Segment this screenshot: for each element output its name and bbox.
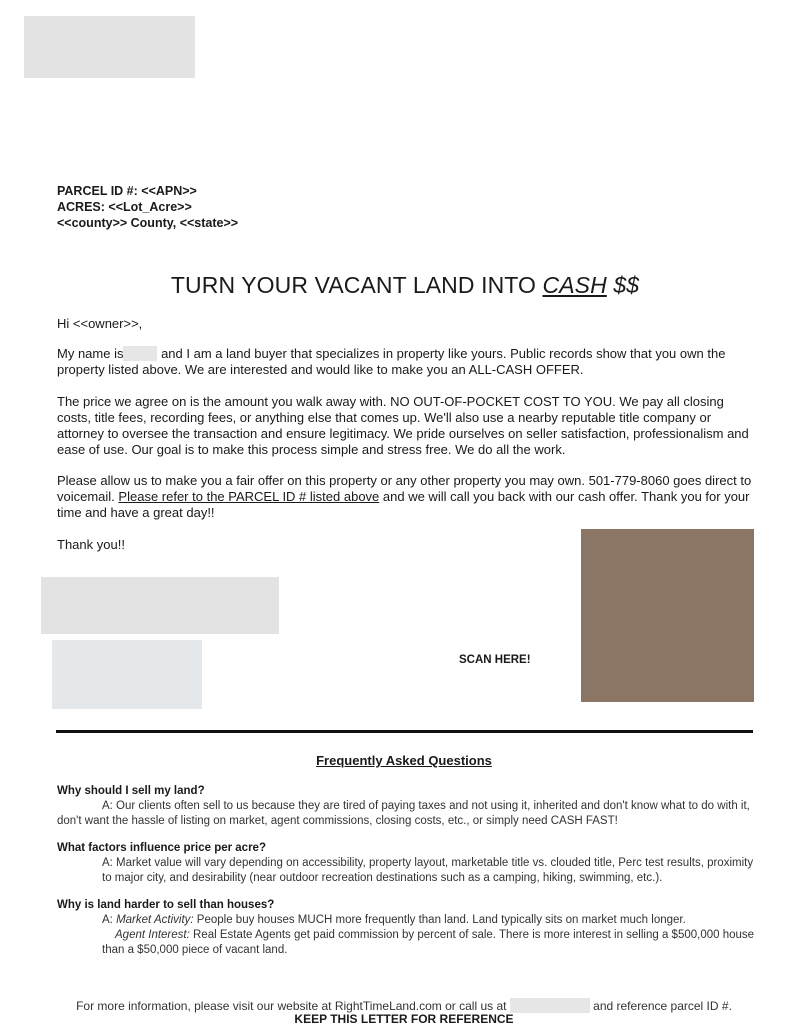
intro-lead: My name is (57, 346, 124, 361)
footer-keep-note: KEEP THIS LETTER FOR REFERENCE (294, 1012, 514, 1026)
page-title (0, 272, 800, 299)
faq-item (57, 898, 757, 958)
faq-answer: A: Market Activity: People buy houses MUCH more frequently than land. Land typically sits on market much longer. (102, 914, 686, 926)
answer-label-market: Market Activity: (116, 914, 194, 926)
faq-title: Frequently Asked Questions (316, 753, 492, 768)
parcel-reference-note: Please refer to the PARCEL ID # listed above (118, 489, 380, 504)
redacted-signature (41, 577, 279, 634)
scan-label: SCAN HERE! (459, 654, 531, 666)
parcel-info (57, 183, 238, 231)
faq-question: What factors influence price per acre? (57, 842, 266, 854)
closing: Thank you!! (57, 537, 125, 552)
title-dollars: $$ (606, 272, 640, 298)
divider (56, 730, 753, 733)
greeting: Hi <<owner>>, (57, 316, 143, 331)
faq-answer-2: Agent Interest: Real Estate Agents get paid commission by percent of sale. There is more interest in selling a $500,000 house than a $50,000 piece of vacant land. (102, 929, 755, 956)
paragraph-intro (57, 346, 757, 378)
footer-tail: and reference parcel ID #. (593, 999, 732, 1013)
offer-tail: and we will call you back with our cash offer. Thank you for your time and have a great day!! (57, 489, 750, 520)
faq-item (57, 841, 757, 886)
faq-answer: A: Market value will vary depending on accessibility, property layout, marketable title vs. clouded title, Perc test results, proximity to major city, and desirability (near outdoor recreation destinations such as a camping, hiking, swimming, etc.). (102, 857, 754, 884)
intro-rest: and I am a land buyer that specializes in property like yours. Public records show that you own the property listed above. We are interested and would like to make you an ALL-CASH OFFER. (57, 346, 726, 377)
offer-lead: Please allow us to make you a fair offer on this property or any other property you may own. 501-779-8060 goes direct to voicemail. (57, 473, 752, 504)
qr-code[interactable] (581, 529, 754, 702)
paragraph-offer (57, 473, 757, 521)
faq-item (57, 784, 757, 829)
paragraph-price: The price we agree on is the amount you walk away with. NO OUT-OF-POCKET COST TO YOU. We pay all closing costs, title fees, recording fees, or anything else that comes up. We'll also use a nearby reputable title company or attorney to oversee the transaction and ensure legitimacy. We pride ourselves on seller satisfaction, professionalism and ease of use. Our goal is to make this process simple and stress free. We do all the work. (57, 394, 749, 457)
parcel-county-line: <<county>> County, <<state>> (57, 216, 239, 230)
redacted-signature-block (52, 640, 202, 709)
faq-question: Why should I sell my land? (57, 785, 205, 797)
answer-label-agent: Agent Interest: (115, 929, 190, 941)
faq-question: Why is land harder to sell than houses? (57, 899, 275, 911)
title-cash: CASH (542, 272, 607, 298)
footer-contact (0, 998, 800, 1013)
redacted-name (123, 346, 157, 361)
faq-answer: A: Our clients often sell to us because they are tired of paying taxes and not using it, inherited and don't know what to do with it, don't want the hassle of listing on market, agent commissions, closing costs, etc., or simply need CASH FAST! (57, 800, 750, 827)
parcel-id-line: PARCEL ID #: <<APN>> (57, 184, 197, 198)
parcel-acres-line: ACRES: <<Lot_Acre>> (57, 200, 192, 214)
redacted-phone (510, 998, 590, 1013)
footer-lead: For more information, please visit our website at RightTimeLand.com or call us at (76, 999, 510, 1013)
redacted-logo (24, 16, 195, 78)
title-lead: TURN YOUR VACANT LAND INTO (170, 272, 543, 298)
